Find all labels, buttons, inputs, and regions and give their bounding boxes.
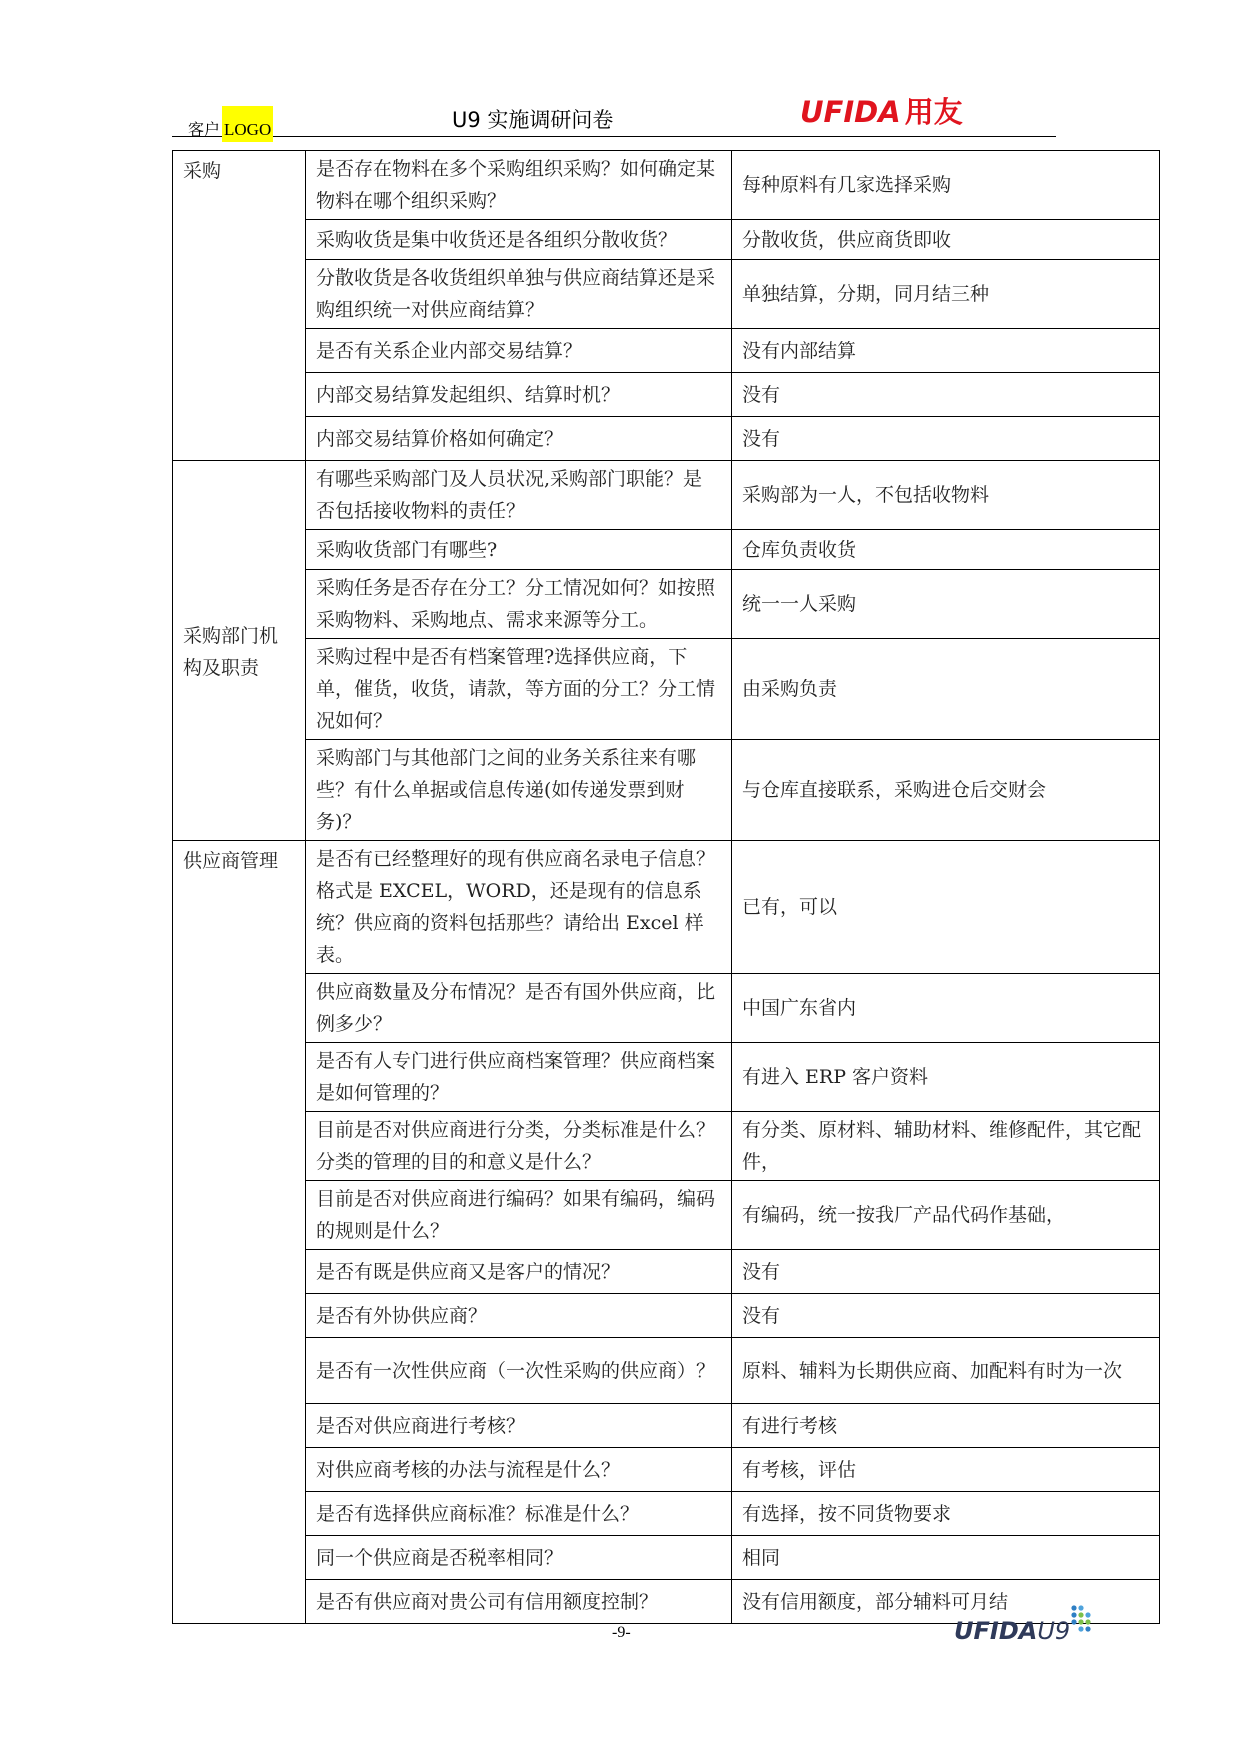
footer-brand-en: UFIDA — [954, 1617, 1038, 1645]
table-row — [173, 151, 1160, 220]
answer-cell: 相同 — [732, 1536, 1160, 1580]
table-row — [173, 841, 1160, 974]
ufida-logo — [800, 90, 963, 131]
question-cell: 是否有人专门进行供应商档案管理？供应商档案是如何管理的？ — [306, 1043, 732, 1112]
answer-cell: 每种原料有几家选择采购 — [732, 151, 1160, 220]
table-row — [173, 1492, 1160, 1536]
question-cell: 是否有供应商对贵公司有信用额度控制？ — [306, 1580, 732, 1624]
table-row — [173, 1250, 1160, 1294]
answer-cell: 有考核，评估 — [732, 1448, 1160, 1492]
footer-brand-u9: U9 — [1037, 1617, 1071, 1645]
document-title: U9 实施调研问卷 — [452, 108, 614, 132]
table-row — [173, 570, 1160, 639]
question-cell: 采购任务是否存在分工？分工情况如何？如按照采购物料、采购地点、需求来源等分工。 — [306, 570, 732, 639]
question-cell: 有哪些采购部门及人员状况,采购部门职能？是否包括接收物料的责任？ — [306, 461, 732, 530]
table-row — [173, 530, 1160, 570]
answer-cell: 原料、辅料为长期供应商、加配料有时为一次 — [732, 1338, 1160, 1404]
customer-logo-area — [188, 106, 273, 142]
answer-cell: 没有 — [732, 373, 1160, 417]
question-cell: 是否对供应商进行考核？ — [306, 1404, 732, 1448]
answer-cell: 由采购负责 — [732, 639, 1160, 740]
u9-dots-icon — [1068, 1604, 1096, 1634]
answer-cell: 分散收货，供应商货即收 — [732, 220, 1160, 260]
answer-cell: 没有 — [732, 1250, 1160, 1294]
question-cell: 是否有已经整理好的现有供应商名录电子信息？格式是 EXCEL，WORD，还是现有的信息系统？供应商的资料包括那些？请给出 Excel 样表。 — [306, 841, 732, 974]
ufida-u9-logo — [954, 1617, 1070, 1645]
answer-cell: 有进入 ERP 客户资料 — [732, 1043, 1160, 1112]
table-row — [173, 373, 1160, 417]
table-row — [173, 1338, 1160, 1404]
category-cell: 采购 — [173, 151, 306, 461]
answer-cell: 采购部为一人，不包括收物料 — [732, 461, 1160, 530]
table-row — [173, 329, 1160, 373]
page-header — [172, 80, 1056, 137]
answer-cell: 有编码，统一按我厂产品代码作基础， — [732, 1181, 1160, 1250]
table-row — [173, 1043, 1160, 1112]
brand-cn: 用友 — [904, 95, 963, 129]
table-row — [173, 461, 1160, 530]
table-row — [173, 639, 1160, 740]
answer-cell: 仓库负责收货 — [732, 530, 1160, 570]
survey-table — [172, 150, 1160, 1624]
answer-cell: 已有，可以 — [732, 841, 1160, 974]
question-cell: 供应商数量及分布情况？是否有国外供应商，比例多少？ — [306, 974, 732, 1043]
question-cell: 是否有一次性供应商（一次性采购的供应商）？ — [306, 1338, 732, 1404]
logo-placeholder: LOGO — [222, 106, 273, 142]
category-cell: 采购部门机构及职责 — [173, 461, 306, 841]
customer-label: 客户 — [188, 120, 221, 139]
answer-cell: 统一一人采购 — [732, 570, 1160, 639]
question-cell: 目前是否对供应商进行编码？如果有编码，编码的规则是什么？ — [306, 1181, 732, 1250]
question-cell: 对供应商考核的办法与流程是什么？ — [306, 1448, 732, 1492]
answer-cell: 没有内部结算 — [732, 329, 1160, 373]
table-row — [173, 1536, 1160, 1580]
answer-cell: 没有 — [732, 1294, 1160, 1338]
table-row — [173, 1181, 1160, 1250]
question-cell: 是否有外协供应商？ — [306, 1294, 732, 1338]
table-row — [173, 1112, 1160, 1181]
question-cell: 同一个供应商是否税率相同？ — [306, 1536, 732, 1580]
answer-cell: 中国广东省内 — [732, 974, 1160, 1043]
answer-cell: 有分类、原材料、辅助材料、维修配件，其它配件， — [732, 1112, 1160, 1181]
answer-cell: 有进行考核 — [732, 1404, 1160, 1448]
table-row — [173, 1294, 1160, 1338]
question-cell: 采购收货部门有哪些? — [306, 530, 732, 570]
question-cell: 是否有选择供应商标准？标准是什么？ — [306, 1492, 732, 1536]
answer-cell: 与仓库直接联系，采购进仓后交财会 — [732, 740, 1160, 841]
table-row — [173, 1404, 1160, 1448]
table-row — [173, 260, 1160, 329]
category-cell: 供应商管理 — [173, 841, 306, 1624]
question-cell: 是否有关系企业内部交易结算？ — [306, 329, 732, 373]
question-cell: 是否存在物料在多个采购组织采购？如何确定某物料在哪个组织采购？ — [306, 151, 732, 220]
table-row — [173, 974, 1160, 1043]
table-row — [173, 220, 1160, 260]
answer-cell: 有选择，按不同货物要求 — [732, 1492, 1160, 1536]
table-row — [173, 417, 1160, 461]
question-cell: 内部交易结算价格如何确定？ — [306, 417, 732, 461]
question-cell: 分散收货是各收货组织单独与供应商结算还是采购组织统一对供应商结算？ — [306, 260, 732, 329]
question-cell: 采购过程中是否有档案管理?选择供应商，下单，催货，收货，请款，等方面的分工？分工情况如何？ — [306, 639, 732, 740]
question-cell: 内部交易结算发起组织、结算时机？ — [306, 373, 732, 417]
brand-en: UFIDA — [800, 95, 901, 129]
answer-cell: 没有 — [732, 417, 1160, 461]
page-number: -9- — [612, 1624, 631, 1641]
table-row — [173, 740, 1160, 841]
answer-cell: 没有信用额度，部分辅料可月结 — [732, 1580, 1160, 1624]
question-cell: 目前是否对供应商进行分类，分类标准是什么？分类的管理的目的和意义是什么？ — [306, 1112, 732, 1181]
question-cell: 采购收货是集中收货还是各组织分散收货？ — [306, 220, 732, 260]
answer-cell: 单独结算，分期，同月结三种 — [732, 260, 1160, 329]
question-cell: 是否有既是供应商又是客户的情况？ — [306, 1250, 732, 1294]
question-cell: 采购部门与其他部门之间的业务关系往来有哪些？有什么单据或信息传递(如传递发票到财务)？ — [306, 740, 732, 841]
table-row — [173, 1448, 1160, 1492]
